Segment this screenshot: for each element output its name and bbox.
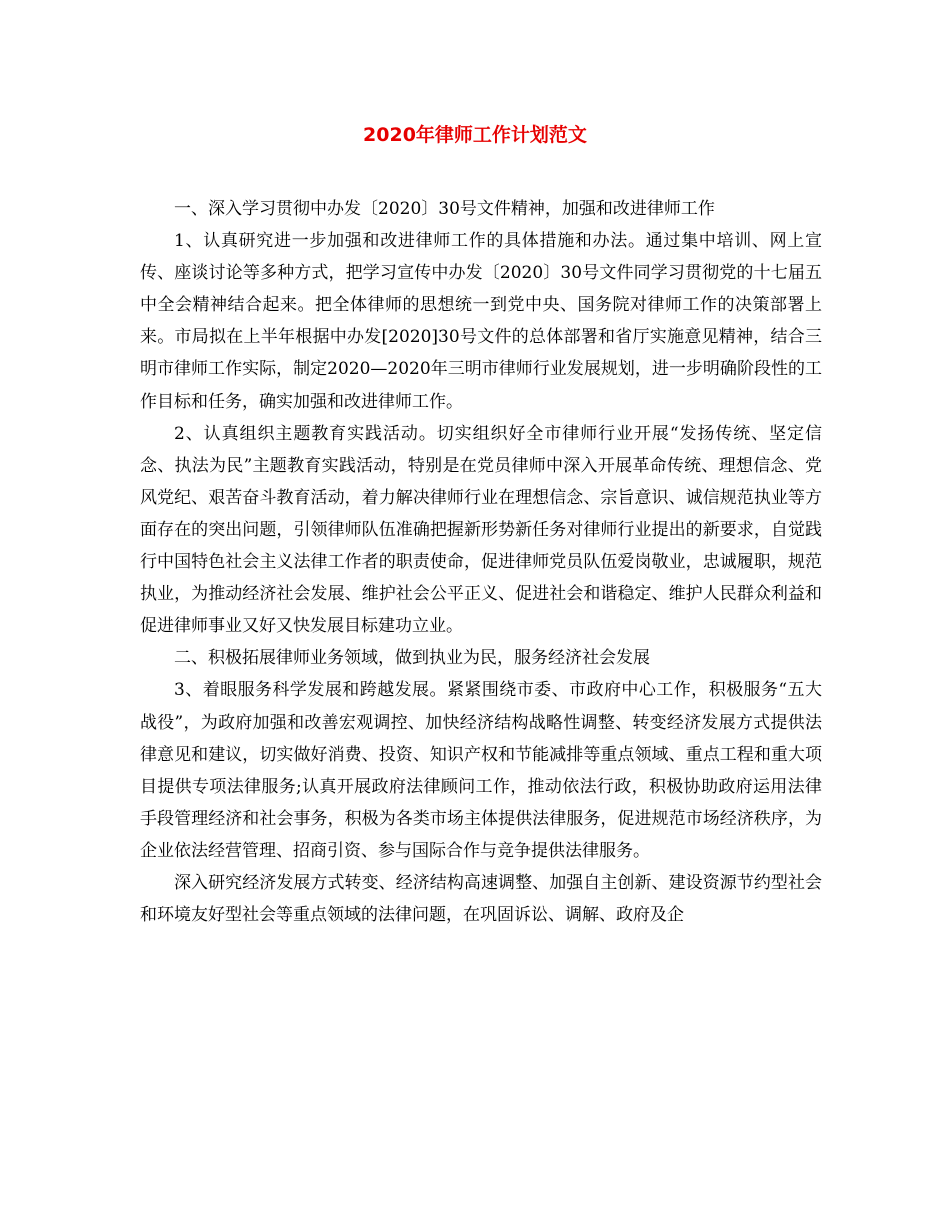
paragraph-2: 2、认真组织主题教育实践活动。切实组织好全市律师行业开展“发扬传统、坚定信念、执法为民”主题教育实践活动，特别是在党员律师中深入开展革命传统、理想信念、党风党纪、艰苦奋斗教育活动，着力解决律师行业在理想信念、宗旨意识、诚信规范执业等方面存在的突出问题，引领律师队伍准确把握新形势新任务对律师行业提出的新要求，自觉践行中国特色社会主义法律工作者的职责使命，促进律师党员队伍爱岗敬业，忠诚履职，规范执业，为推动经济社会发展、维护社会公平正义、促进社会和谐稳定、维护人民群众利益和促进律师事业又好又快发展目标建功立业。 [140,423,822,637]
paragraph-4: 深入研究经济发展方式转变、经济结构高速调整、加强自主创新、建设资源节约型社会和环境友好型社会等重点领域的法律问题，在巩固诉讼、调解、政府及企 [140,872,822,926]
paragraph-1: 1、认真研究进一步加强和改进律师工作的具体措施和办法。通过集中培训、网上宣传、座谈讨论等多种方式，把学习宣传中办发〔2020〕30号文件同学习贯彻党的十七届五中全会精神结合起来。把全体律师的思想统一到党中央、国务院对律师工作的决策部署上来。市局拟在上半年根据中办发[2020]30号文件的总体部署和省厅实施意见精神，结合三明市律师工作实际，制定2020—2020年三明市律师行业发展规划，进一步明确阶段性的工作目标和任务，确实加强和改进律师工作。 [140,231,822,412]
paragraph-heading-2: 二、积极拓展律师业务领域，做到执业为民，服务经济社会发展 [174,648,650,669]
document-title: 2020年律师工作计划范文 [363,124,587,146]
paragraph-3: 3、着眼服务科学发展和跨越发展。紧紧围绕市委、市政府中心工作，积极服务“五大战役”，为政府加强和改善宏观调控、加快经济结构战略性调整、转变经济发展方式提供法律意见和建议，切实做好消费、投资、知识产权和节能减排等重点领域、重点工程和重大项目提供专项法律服务;认真开展政府法律顾问工作，推动依法行政，积极协助政府运用法律手段管理经济和社会事务，积极为各类市场主体提供法律服务，促进规范市场经济秩序，为企业依法经营管理、招商引资、参与国际合作与竞争提供法律服务。 [140,680,822,861]
paragraph-heading-1: 一、深入学习贯彻中办发〔2020〕30号文件精神，加强和改进律师工作 [174,199,715,219]
document-body [140,193,822,931]
